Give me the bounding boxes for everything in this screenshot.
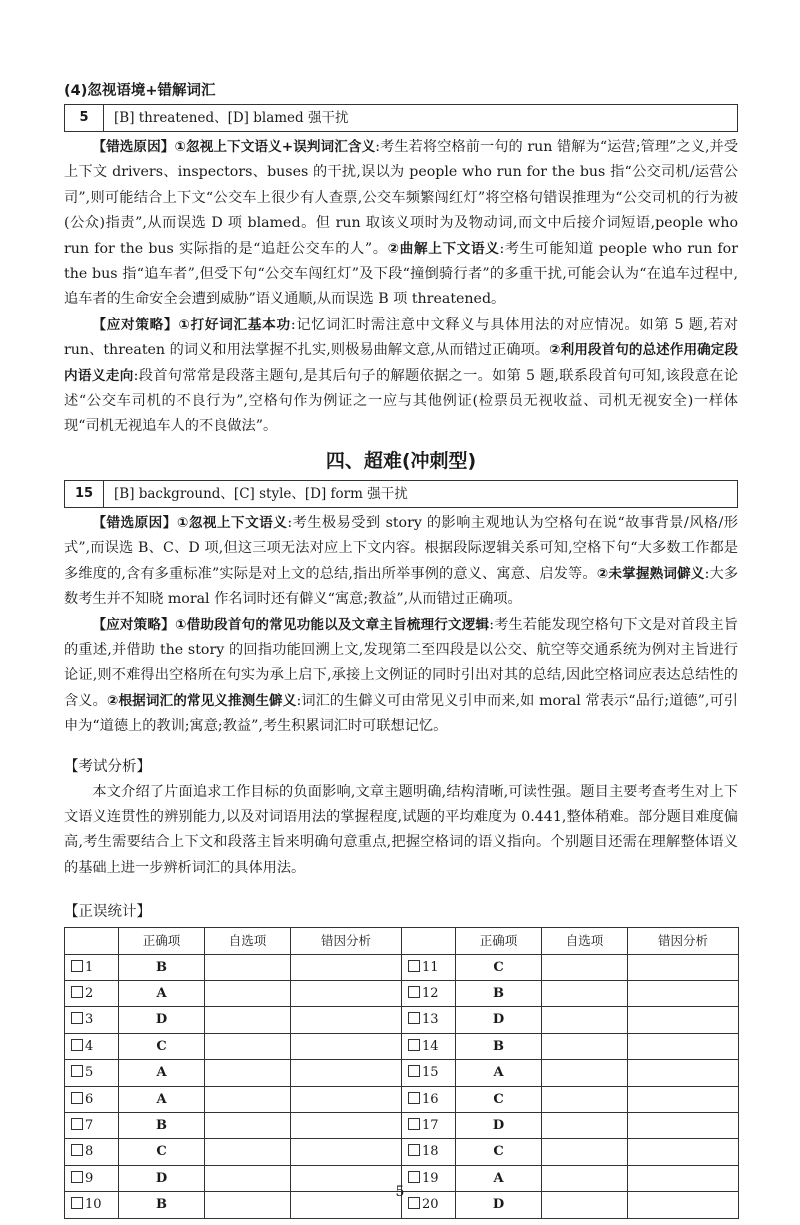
question-number: 14 [422, 1038, 439, 1054]
checkbox-icon[interactable] [71, 1118, 83, 1130]
correct-answer-cell: C [119, 1033, 205, 1059]
table-row [65, 954, 739, 980]
strategy-point-1-label: ①借助段首句的常见功能以及文章主旨梳理行文逻辑 [174, 616, 490, 633]
question-checkbox-cell[interactable] [402, 1033, 456, 1059]
checkbox-icon[interactable] [71, 1039, 83, 1051]
self-choice-cell[interactable] [542, 1139, 628, 1165]
question-checkbox-cell[interactable] [65, 1086, 119, 1112]
checkbox-icon[interactable] [71, 1065, 83, 1077]
correct-answer-cell: D [456, 1192, 542, 1218]
correct-answer-cell: B [119, 954, 205, 980]
q5-distractors: [B] threatened、[D] blamed 强干扰 [114, 110, 349, 126]
question-number: 4 [85, 1038, 94, 1054]
error-reason-cell[interactable] [291, 1113, 402, 1139]
checkbox-icon[interactable] [71, 960, 83, 972]
self-choice-cell[interactable] [205, 1139, 291, 1165]
self-choice-cell[interactable] [205, 1007, 291, 1033]
reason-point-2-label: ②曲解上下文语义 [387, 240, 500, 257]
self-choice-cell[interactable] [205, 1060, 291, 1086]
q5-reason-paragraph [64, 135, 738, 313]
exam-analysis-text: 本文介绍了片面追求工作目标的负面影响,文章主题明确,结构清晰,可读性强。题目主要考查考生对上下文语义连贯性的辨别能力,以及对词语用法的掌握程度,试题的平均难度为 0.441,整体稍难。部分题目难度偏高,考生需要结合上下文和段落主旨来明确句意重点,把握空格词的语义指向。个别题目还需在理解整体语义的基础上进一步辨析词汇的具体用法。 [64, 783, 738, 876]
header-reason: 错因分析 [291, 928, 402, 954]
self-choice-cell[interactable] [542, 980, 628, 1006]
reason-point-2-label: ②未掌握熟词僻义 [596, 565, 705, 582]
question-checkbox-cell[interactable] [65, 1113, 119, 1139]
error-reason-cell[interactable] [291, 1060, 402, 1086]
strategy-point-2-label: ②根据词汇的常见义推测生僻义 [106, 692, 297, 709]
question-checkbox-cell[interactable] [65, 980, 119, 1006]
question-number: 6 [85, 1091, 94, 1107]
checkbox-icon[interactable] [408, 986, 420, 998]
stats-table [64, 927, 739, 1218]
strategy-point-2-text: :词汇的生僻义可由常见义引申而来,如 moral 常表示“品行;道德”,可引申为“道德上的教训;寓意;教益”,考生积累词汇时可联想记忆。 [64, 692, 738, 735]
correct-answer-cell: A [119, 980, 205, 1006]
table-row [65, 1007, 739, 1033]
reason-point-1-label: ①忽视上下文语义+误判词汇含义 [174, 139, 376, 155]
table-row [65, 1086, 739, 1112]
exam-analysis-title: 【考试分析】 [64, 758, 151, 775]
correct-answer-cell: D [119, 1165, 205, 1191]
page-content [64, 78, 738, 1219]
error-reason-cell[interactable] [291, 1007, 402, 1033]
question-checkbox-cell[interactable] [65, 954, 119, 980]
correct-answer-cell: C [119, 1139, 205, 1165]
correct-answer-cell: A [456, 1165, 542, 1191]
question-number: 8 [85, 1144, 94, 1160]
header-reason: 错因分析 [628, 928, 739, 954]
question-checkbox-cell[interactable] [402, 1007, 456, 1033]
question-number: 19 [422, 1170, 439, 1186]
self-choice-cell[interactable] [205, 980, 291, 1006]
correct-answer-cell: A [119, 1060, 205, 1086]
checkbox-icon[interactable] [408, 1012, 420, 1024]
question-checkbox-cell[interactable] [402, 954, 456, 980]
question-checkbox-cell[interactable] [402, 1113, 456, 1139]
question-checkbox-cell[interactable] [402, 980, 456, 1006]
part-title: 四、超难(冲刺型) [325, 449, 477, 472]
header-correct: 正确项 [119, 928, 205, 954]
checkbox-icon[interactable] [408, 1144, 420, 1156]
strategy-point-2-label: ②利用段首句的总述作用确定段内语义走向 [64, 342, 738, 384]
table-row [65, 1033, 739, 1059]
question-number: 12 [422, 985, 439, 1001]
question-number: 10 [85, 1197, 102, 1213]
question-checkbox-cell[interactable] [402, 1086, 456, 1112]
reason-point-2-text: :大多数考生并不知晓 moral 作名词时还有僻义“寓意;教益”,从而错过正确项。 [64, 565, 739, 608]
q15-box [64, 480, 738, 508]
question-number: 2 [85, 985, 94, 1001]
question-checkbox-cell[interactable] [402, 1060, 456, 1086]
section-heading: (4)忽视语境+错解词汇 [64, 83, 216, 99]
question-number: 3 [85, 1012, 94, 1028]
correct-answer-cell: D [119, 1007, 205, 1033]
q15-number: 15 [65, 481, 104, 507]
error-reason-cell[interactable] [291, 1139, 402, 1165]
q5-number: 5 [65, 105, 104, 131]
error-reason-cell[interactable] [628, 1060, 739, 1086]
question-number: 13 [422, 1012, 439, 1028]
q5-box [64, 104, 738, 132]
question-number: 20 [422, 1197, 439, 1213]
error-reason-cell[interactable] [291, 1033, 402, 1059]
q5-strategy-paragraph [64, 313, 738, 440]
self-choice-cell[interactable] [205, 1086, 291, 1112]
error-reason-cell[interactable] [291, 954, 402, 980]
question-number: 15 [422, 1065, 439, 1081]
table-row [65, 1139, 739, 1165]
reason-label: 【错选原因】 [92, 514, 177, 531]
question-checkbox-cell[interactable] [402, 1139, 456, 1165]
checkbox-icon[interactable] [408, 960, 420, 972]
table-row [65, 1113, 739, 1139]
header-self: 自选项 [542, 928, 628, 954]
question-number: 9 [85, 1170, 94, 1186]
error-reason-cell[interactable] [628, 980, 739, 1006]
self-choice-cell[interactable] [542, 1086, 628, 1112]
reason-point-1-text: :考生若将空格前一句的 run 错解为“运营;管理”之义,并受上下文 drivers、inspectors、buses 的干扰,误以为 people who run for the bus 指“公交司机/运营公司”,则可能结合上下文“公交车上很少有人查票,公交车频繁闯红灯”将空格句错误推理为“公交司机的行为被(公众)指责”,从而误选 D 项 blamed。但 run 取该义项时为及物动词,而文中后接介词短语,people who run for the bus 实际指的是“追赶公交车的人”。 [64, 139, 739, 257]
self-choice-cell[interactable] [205, 954, 291, 980]
error-reason-cell[interactable] [291, 980, 402, 1006]
q15-strategy-paragraph [64, 613, 738, 740]
self-choice-cell[interactable] [205, 1113, 291, 1139]
reason-point-2-text: :考生可能知道 people who run for the bus 指“追车者”,但受下句“公交车闯红灯”及下段“撞倒骑行者”的多重干扰,可能会认为“在追车过程中,追车者的生命安全会遭到威胁”语义通顺,从而误选 B 项 threatened。 [64, 240, 739, 308]
checkbox-icon[interactable] [408, 1065, 420, 1077]
question-number: 11 [422, 959, 439, 975]
checkbox-icon[interactable] [408, 1118, 420, 1130]
correct-answer-cell: D [456, 1007, 542, 1033]
correct-answer-cell: B [456, 980, 542, 1006]
error-reason-cell[interactable] [628, 954, 739, 980]
question-checkbox-cell[interactable] [65, 1060, 119, 1086]
question-checkbox-cell[interactable] [65, 1139, 119, 1165]
error-reason-cell[interactable] [628, 1139, 739, 1165]
question-number: 1 [85, 959, 94, 975]
correct-answer-cell: C [456, 954, 542, 980]
error-reason-cell[interactable] [628, 1007, 739, 1033]
checkbox-icon[interactable] [71, 1092, 83, 1104]
correct-answer-cell: A [119, 1086, 205, 1112]
checkbox-icon[interactable] [71, 1144, 83, 1156]
question-number: 17 [422, 1118, 439, 1133]
header-correct: 正确项 [456, 928, 542, 954]
correct-answer-cell: C [456, 1139, 542, 1165]
error-reason-cell[interactable] [628, 1113, 739, 1139]
correct-answer-cell: B [456, 1033, 542, 1059]
strategy-point-1-text: :记忆词汇时需注意中文释义与具体用法的对应情况。如第 5 题,若对 run、threaten 的词义和用法掌握不扎实,则极易曲解文意,从而错过正确项。 [64, 316, 738, 359]
table-row [65, 980, 739, 1006]
reason-point-1-text: :考生极易受到 story 的影响主观地认为空格句在说“故事背景/风格/形式”,而误选 B、C、D 项,但这三项无法对应上下文内容。根据段际逻辑关系可知,空格下句“大多数工作都是多维度的,含有多重标准”实际是对上文的总结,指出所举事例的意义、寓意、启发等。 [64, 514, 738, 582]
table-row [65, 1060, 739, 1086]
question-number: 16 [422, 1091, 439, 1107]
error-reason-cell[interactable] [291, 1086, 402, 1112]
question-number: 5 [85, 1065, 94, 1081]
question-number: 7 [85, 1118, 94, 1133]
question-number: 18 [422, 1144, 439, 1160]
reason-label: 【错选原因】 [92, 139, 175, 155]
correct-answer-cell: B [119, 1192, 205, 1218]
header-blank [402, 928, 456, 954]
correct-answer-cell: A [456, 1060, 542, 1086]
question-checkbox-cell[interactable] [65, 1007, 119, 1033]
correct-answer-cell: D [456, 1113, 542, 1139]
header-self: 自选项 [205, 928, 291, 954]
stats-title: 【正误统计】 [64, 904, 151, 921]
reason-point-1-label: ①忽视上下文语义 [176, 514, 288, 531]
header-blank [65, 928, 119, 954]
q15-reason-paragraph [64, 511, 738, 613]
error-reason-cell[interactable] [628, 1033, 739, 1059]
checkbox-icon[interactable] [71, 1012, 83, 1024]
question-checkbox-cell[interactable] [65, 1033, 119, 1059]
checkbox-icon[interactable] [71, 986, 83, 998]
self-choice-cell[interactable] [542, 1060, 628, 1086]
self-choice-cell[interactable] [542, 1113, 628, 1139]
error-reason-cell[interactable] [628, 1086, 739, 1112]
stats-header-row [65, 928, 739, 954]
self-choice-cell[interactable] [205, 1033, 291, 1059]
q15-distractors: [B] background、[C] style、[D] form 强干扰 [114, 485, 408, 502]
strategy-label: 【应对策略】 [92, 616, 175, 633]
checkbox-icon[interactable] [408, 1092, 420, 1104]
strategy-point-2-text: :段首句常常是段落主题句,是其后句子的解题依据之一。如第 5 题,联系段首句可知,该段意在论述“公交车司机的不良行为”,空格句作为例证之一应与其他例证(检票员无视收益、司机无视安全)一样体现“司机无视追车人的不良做法”。 [64, 367, 739, 435]
page-number: 5 [395, 1184, 405, 1200]
strategy-label: 【应对策略】 [92, 316, 179, 333]
correct-answer-cell: B [119, 1113, 205, 1139]
self-choice-cell[interactable] [542, 1007, 628, 1033]
strategy-point-1-text: :考生若能发现空格句下文是对首段主旨的重述,并借助 the story 的回指功能回溯上文,发现第二至四段是以公交、航空等交通系统为例对主旨进行论证,则不难得出空格所在句实为承上启下,承接上文例证的同时引出对其的总结,因此空格词应表达总结性的含义。 [64, 616, 738, 709]
correct-answer-cell: C [456, 1086, 542, 1112]
checkbox-icon[interactable] [408, 1039, 420, 1051]
self-choice-cell[interactable] [542, 1033, 628, 1059]
self-choice-cell[interactable] [542, 954, 628, 980]
strategy-point-1-label: ①打好词汇基本功 [178, 316, 291, 333]
